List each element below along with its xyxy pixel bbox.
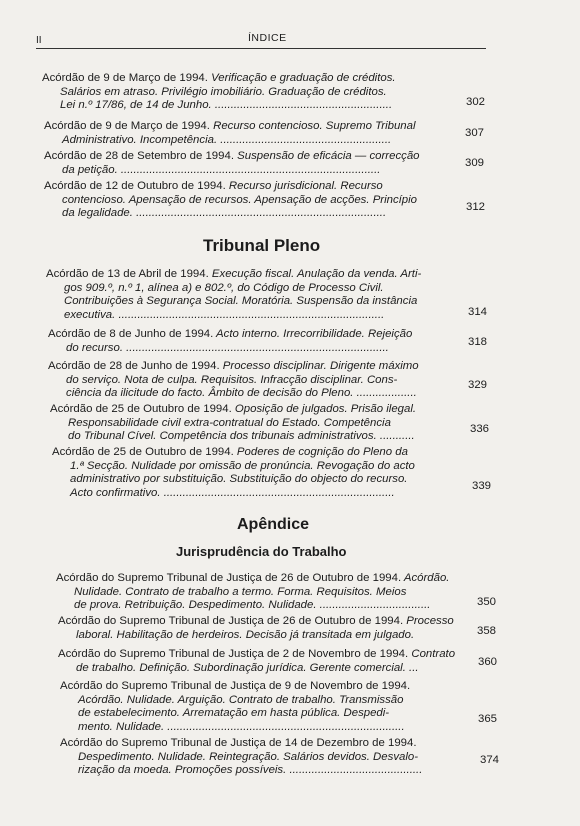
entry-line: Despedimento. Nulidade. Reintegração. Salários devidos. Desvalo- — [78, 750, 419, 763]
entry-line: mento. Nulidade. ........................................................................... — [78, 720, 405, 733]
entry-line: Acórdão do Supremo Tribunal de Justiça de 26 de Outubro de 1994. Acórdão. — [56, 572, 450, 584]
entry-line: executiva. .................................................................................... — [64, 308, 385, 321]
entry-text — [52, 446, 442, 500]
entry-line: laboral. Habilitação de herdeiros. Decisão já transitada em julgado. — [76, 628, 415, 641]
entry-line: Acórdão do Supremo Tribunal de Justiça de 2 de Novembro de 1994. Contrato — [58, 648, 456, 660]
entry-text — [42, 72, 432, 113]
entry-line: Acórdão do Supremo Tribunal de Justiça de 9 de Novembro de 1994. — [60, 680, 411, 692]
entry-line: Nulidade. Contrato de trabalho a termo. Forma. Requisitos. Meios — [74, 585, 407, 598]
entry-page-number: 318 — [468, 336, 488, 348]
entry-page-number: 360 — [478, 656, 498, 668]
entry-line: Acórdão do Supremo Tribunal de Justiça de 26 de Outubro de 1994. Processo — [58, 615, 454, 627]
entry-page-number: 350 — [477, 596, 497, 608]
entry-line: Acórdão de 9 de Março de 1994. Recurso contencioso. Supremo Tribunal — [44, 120, 416, 132]
entry-line: do serviço. Nota de culpa. Requisitos. Infracção disciplinar. Cons- — [66, 373, 398, 386]
page-number: II — [36, 35, 42, 46]
entry-line: de prova. Retribuição. Despedimento. Nulidade. ................................... — [74, 599, 431, 611]
entry-page-number: 329 — [468, 379, 488, 391]
entry-page-number: 336 — [470, 423, 490, 435]
entry-text — [50, 403, 440, 444]
entry-line: Acórdão de 9 de Março de 1994. Verificação e graduação de créditos. — [42, 72, 396, 84]
entry-line: Lei n.º 17/86, de 14 de Junho. ........................................................ — [60, 99, 393, 111]
running-title: ÍNDICE — [248, 32, 287, 44]
entry-text — [48, 328, 438, 355]
entry-line: Contribuições à Segurança Social. Moratória. Suspensão da instância — [64, 295, 418, 307]
entry-text — [58, 648, 456, 675]
entry-page-number: 339 — [472, 480, 492, 492]
entry-page-number: 314 — [468, 306, 488, 318]
entry-line: Acórdão de 28 de Junho de 1994. Processo disciplinar. Dirigente máximo — [48, 360, 419, 372]
entry-line: Salários em atraso. Privilégio imobiliário. Graduação de créditos. — [60, 85, 387, 98]
entry-line: de estabelecimento. Arrematação em hasta pública. Despedi- — [78, 707, 390, 719]
entry-line: Acórdão do Supremo Tribunal de Justiça de 14 de Dezembro de 1994. — [60, 737, 417, 749]
entry-line: Acórdão de 8 de Junho de 1994. Acto interno. Irrecorribilidade. Rejeição — [48, 328, 413, 340]
entry-text — [60, 737, 450, 778]
entry-line: gos 909.º, n.º 1, alínea a) e 802.º, do Código de Processo Civil. — [64, 281, 384, 294]
entry-line: Acórdão de 25 de Outubro de 1994. Oposição de julgados. Prisão ilegal. — [50, 403, 417, 415]
section-heading-tribunal-pleno: Tribunal Pleno — [203, 236, 321, 255]
entry-line: Acórdão de 28 de Setembro de 1994. Suspensão de eficácia — correcção — [44, 150, 420, 162]
page-header — [36, 32, 486, 49]
entry-text — [58, 615, 454, 642]
entry-text — [48, 360, 438, 401]
section-heading-apendice: Apêndice — [237, 516, 310, 533]
entry-line: do recurso. ................................................................................... — [66, 341, 389, 354]
entry-text — [56, 572, 450, 613]
entry-text — [44, 150, 434, 177]
entry-line: da petição. .................................................................................. — [62, 163, 381, 176]
entry-line: Acórdão de 13 de Abril de 1994. Execução fiscal. Anulação da venda. Arti- — [46, 268, 422, 280]
entry-line: da legalidade. ............................................................................... — [62, 207, 387, 219]
entry-line: de trabalho. Definição. Subordinação jurídica. Gerente comercial. ... — [76, 661, 419, 674]
entry-line: Acórdão. Nulidade. Arguição. Contrato de trabalho. Transmissão — [78, 693, 404, 706]
entry-line: Acórdão de 25 de Outubro de 1994. Poderes de cognição do Pleno da — [52, 446, 408, 458]
entry-page-number: 365 — [478, 713, 498, 725]
section-subheading-jurisprudencia: Jurisprudência do Trabalho — [176, 544, 347, 559]
entry-page-number: 309 — [465, 157, 485, 169]
entry-line: Acto confirmativo. ......................................................................... — [70, 486, 395, 499]
entry-line: Acórdão de 12 de Outubro de 1994. Recurso jurisdicional. Recurso — [44, 180, 383, 192]
entry-page-number: 374 — [480, 754, 500, 766]
entry-text — [60, 680, 450, 734]
entry-line: administrativo por substituição. Substituição do objecto do recurso. — [70, 473, 408, 485]
entry-text — [44, 120, 434, 147]
entry-line: contencioso. Apensação de recursos. Apensação de acções. Princípio — [62, 193, 418, 206]
entry-page-number: 302 — [466, 96, 486, 108]
entry-page-number: 358 — [477, 625, 497, 637]
entry-line: Responsabilidade civil extra-contratual do Estado. Competência — [68, 416, 391, 429]
entry-line: do Tribunal Cível. Competência dos tribunais administrativos. ........... — [68, 430, 415, 442]
entry-page-number: 312 — [466, 201, 486, 213]
entry-line: rização da moeda. Promoções possíveis. .......................................... — [78, 764, 423, 776]
entry-line: Administrativo. Incompetência. ...................................................... — [62, 133, 392, 146]
entry-text — [44, 180, 434, 221]
entry-page-number: 307 — [465, 127, 485, 139]
entry-text — [46, 268, 436, 322]
entry-line: 1.ª Secção. Nulidade por omissão de pronúncia. Revogação do acto — [70, 459, 415, 472]
entry-line: ciência da ilicitude do facto. Âmbito de decisão do Pleno. ................... — [66, 387, 417, 399]
